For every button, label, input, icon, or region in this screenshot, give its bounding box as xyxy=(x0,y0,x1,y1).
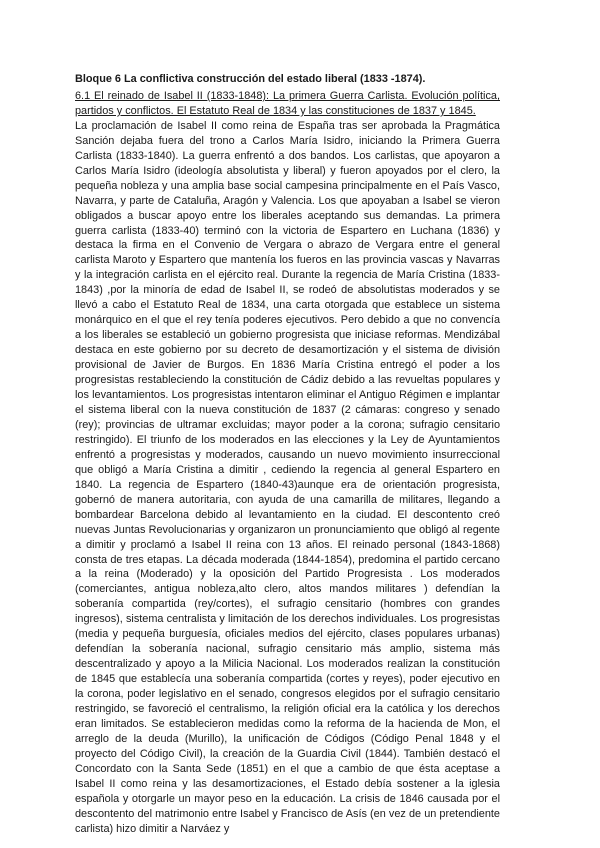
document-page xyxy=(75,72,500,837)
body-paragraph: La proclamación de Isabel II como reina de España tras ser aprobada la Pragmática Sanción dejaba fuera del trono a Carlos María Isidro, iniciando la Primera Guerra Carlista (1833-1840). La guerra enfrentó a dos bandos. Los carlistas, que apoyaron a Carlos María Isidro (ideología absolutista y liberal) y fueron apoyados por el clero, la pequeña nobleza y una amplia base social campesina principalmente en el País Vasco, Navarra, y parte de Cataluña, Aragón y Valencia. Los que apoyaban a Isabel se vieron obligados a buscar apoyo entre los liberales aceptando sus demandas. La primera guerra carlista (1833-40) terminó con la victoria de Espartero en Luchana (1836) y destaca la firma en el Convenio de Vergara o abrazo de Vergara entre el general carlista Maroto y Espartero que mantenía los fueros en las provincia vascas y Navarras y la integración carlista en el ejército real. Durante la regencia de María Cristina (1833-1843) ,por la minoría de edad de Isabel II, se rodeó de absolutistas moderados y se llevó a cabo el Estatuto Real de 1834, una carta otorgada que establece un sistema monárquico en el que el rey tenía poderes ejecutivos. Pero debido a que no convencía a los liberales se estableció un gobierno progresista que iniciase reformas. Mendizábal destaca en este gobierno por su decreto de desamortización y el sistema de división provisional de Javier de Burgos. En 1836 María Cristina entregó el poder a los progresistas restableciendo la constitución de Cádiz debido a las revueltas populares y los levantamientos. Los progresistas intentaron eliminar el Antiguo Régimen e implantar el sistema liberal con la nueva constitución de 1837 (2 cámaras: congreso y senado (rey); provincias de ultramar excluidas; mayor poder a la corona; sufragio censitario restringido). El triunfo de los moderados en las elecciones y la Ley de Ayuntamientos enfrentó a progresistas y moderados, causando un nuevo movimiento insurreccional que obligó a María Cristina a dimitir , cediendo la regencia al general Espartero en 1840. La regencia de Espartero (1840-43)aunque era de orientación progresista, gobernó de manera autoritaria, con ayuda de una camarilla de militares, llegando a bombardear Barcelona debido al levantamiento en la ciudad. El descontento creó nuevas Juntas Revolucionarias y organizaron un pronunciamiento que obligó al regente a dimitir y proclamó a Isabel II reina con 13 años. El reinado personal (1843-1868) consta de tres etapas. La década moderada (1844-1854), predomina el partido cercano a la reina (Moderado) y la oposición del Partido Progresista . Los moderados (comerciantes, antigua nobleza,alto clero, altos mandos militares ) defendían la soberanía compartida (rey/cortes), el sufragio censitario (hombres con grandes ingresos), sistema centralista y limitación de los derechos individuales. Los progresistas (media y pequeña burguesía, oficiales medios del ejército, clases populares urbanas) defendían la soberanía nacional, sufragio censitario más amplio, sistema más descentralizado y apoyo a la Milicia Nacional. Los moderados realizan la constitución de 1845 que establecía una soberanía compartida (cortes y reyes), poder ejecutivo en la corona, poder legislativo en el senado, congresos elegidos por el sufragio censitario restringido, se favoreció el centralismo, la religión oficial era la católica y los derechos eran limitados. Se establecieron medidas como la reforma de la hacienda de Mon, el arreglo de la deuda (Murillo), la unificación de Códigos (Código Penal 1848 y el proyecto del Código Civil), la creación de la Guardia Civil (1844). También destacó el Concordato con la Santa Sede (1851) en el que a cambio de que ésta aceptase a Isabel II como reina y las desamortizaciones, el Estado debía sostener a la iglesia española y otorgarle un mayor peso en la educación. La crisis de 1846 causada por el descontento del matrimonio entre Isabel y Francisco de Asís (en vez de un pretendiente carlista) hizo dimitir a Narváez y xyxy=(75,119,500,835)
document-title: Bloque 6 La conflictiva construcción del estado liberal (1833 -1874). xyxy=(75,73,426,85)
section-heading: 6.1 El reinado de Isabel II (1833-1848): La primera Guerra Carlista. Evolución política, partidos y conflictos. El Estatuto Real de 1834 y las constituciones de 1837 y 1845. xyxy=(75,89,500,117)
